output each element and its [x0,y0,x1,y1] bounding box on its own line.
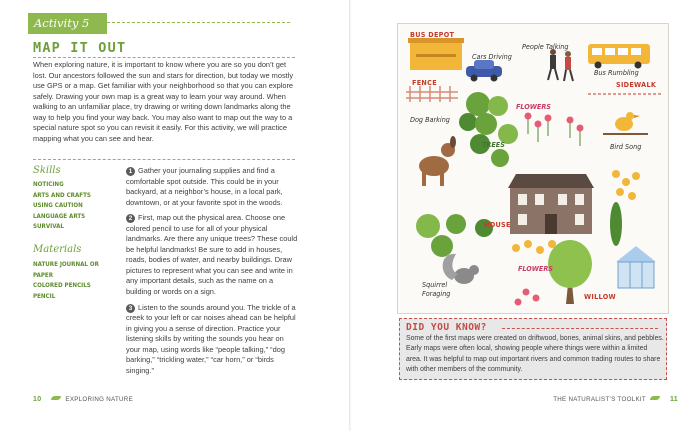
map-label-bus-rumbling: Bus Rumbling [594,68,639,77]
car-icon [466,60,502,82]
page-number: 10 [33,396,42,403]
poplar-tree-icon [610,202,622,246]
map-label-willow: WILLOW [584,292,616,301]
flowers-icon [525,113,584,147]
map-label-cars-driving: Cars Driving [472,52,512,61]
skill-item: SURVIVAL [33,223,64,230]
map-label-dog-barking: Dog Barking [410,115,450,124]
callout-divider [502,328,658,329]
step-number: 3 [126,304,135,313]
bus-depot-icon [408,38,464,70]
page-title: MAP IT OUT [33,40,127,56]
skill-item: ARTS AND CRAFTS [33,191,91,199]
bushes-icon [416,214,493,257]
bird-icon [603,112,648,134]
materials-list [33,260,103,302]
pink-flowers-icon [515,289,540,306]
activity-label: Activity 5 [34,16,90,30]
map-label-people-talking: People Talking [522,42,569,51]
section-divider [33,159,295,160]
step-text: Listen to the sounds around you. The trickle of a creek to your left or car noises ahead can be helpful in giving you a sense of direction. Practice your listening skills by writing the sounds you hear on your map, using words like “people talking,” “dog barking,” “trickling water,” “car horn,” or “birds singing.” [126,302,296,375]
step-1 [126,166,300,208]
map-label-squirrel-foraging: Squirrel Foraging [422,280,451,298]
materials-heading: Materials [33,244,82,255]
footer-title: THE NATURALIST’S TOOLKIT [553,396,646,403]
people-icon [548,49,573,81]
map-label-fence: FENCE [412,78,437,87]
step-2 [126,213,300,297]
footer-title: EXPLORING NATURE [65,396,133,403]
map-label-flowers-bottom: FLOWERS [518,264,553,273]
skill-item: USING CAUTION [33,202,83,209]
step-number: 1 [126,167,135,176]
activity-banner [28,13,107,34]
step-number: 2 [126,214,135,223]
step-text: Gather your journaling supplies and find a comfortable spot outside. This could be in your backyard, at a neighbor’s house, in a local park, downtown, or at your favorite spot in the woods. [126,166,283,207]
page-number: 11 [670,396,678,403]
did-you-know-callout [399,318,667,380]
greenhouse-icon [616,246,656,288]
map-label-bird-song: Bird Song [610,142,642,151]
material-item: COLORED PENCILS [33,282,91,289]
title-divider [33,57,295,58]
house-icon [508,174,594,234]
right-page [350,0,700,431]
callout-text: Some of the first maps were created on driftwood, bones, animal skins, and pebbles. Early maps were often local, showing people where things were within a limited area. It was helpful to map out important rivers and common trading routes to share with other members of the community. [406,335,664,374]
map-label-sidewalk: SIDEWALK [616,80,657,89]
leaf-icon [51,396,61,400]
map-label-flowers: FLOWERS [516,102,551,111]
map-label-trees: TREES [482,140,505,149]
map-label-bus-depot: BUS DEPOT [410,30,455,39]
dog-icon [419,136,456,186]
bus-icon [588,44,650,69]
steps [126,166,300,381]
fence-icon [406,86,458,102]
step-text: First, map out the physical area. Choose one colored pencil to use for all of your physical landmarks. Are there any unique trees? These could be helpful landmarks! Be sure to add in houses, roads, bodies of water, and nearby buildings. Draw pictures to represent what you can see and write in any important details, such as the name on a building or words on a sign. [126,213,298,297]
skills-heading: Skills [33,165,61,176]
skill-item: NOTICING [33,181,64,188]
step-3 [126,303,300,377]
callout-title: DID YOU KNOW? [406,322,487,333]
map-label-house: HOUSE [484,220,511,229]
intro-paragraph: When exploring nature, it is important to know where you are so you don’t get lost. Our ancestors followed the sun and stars for direction, but today we mostly use GPS or a map. Get familiar with your neighborhood so that you can explore safely. Drawing your own map is a great way to learn your way around. When walking to an unfamiliar place, try drawing or writing down landmarks along the way to help you find your way back. You may also want to map out the way to a special nature spot so you can revisit it easily. For this activity, we will practice mapping what you can see and hear. [33,60,294,143]
material-item: PENCIL [33,292,56,300]
right-footer [553,396,678,403]
banner-divider [107,22,290,23]
trees-icon [459,92,518,167]
material-item: NATURE JOURNAL OR PAPER [33,261,99,279]
neighborhood-map-illustration [397,23,669,314]
skill-item: LANGUAGE ARTS [33,212,86,220]
left-footer [33,396,133,403]
leaf-icon [650,396,660,400]
skills-list [33,180,91,233]
